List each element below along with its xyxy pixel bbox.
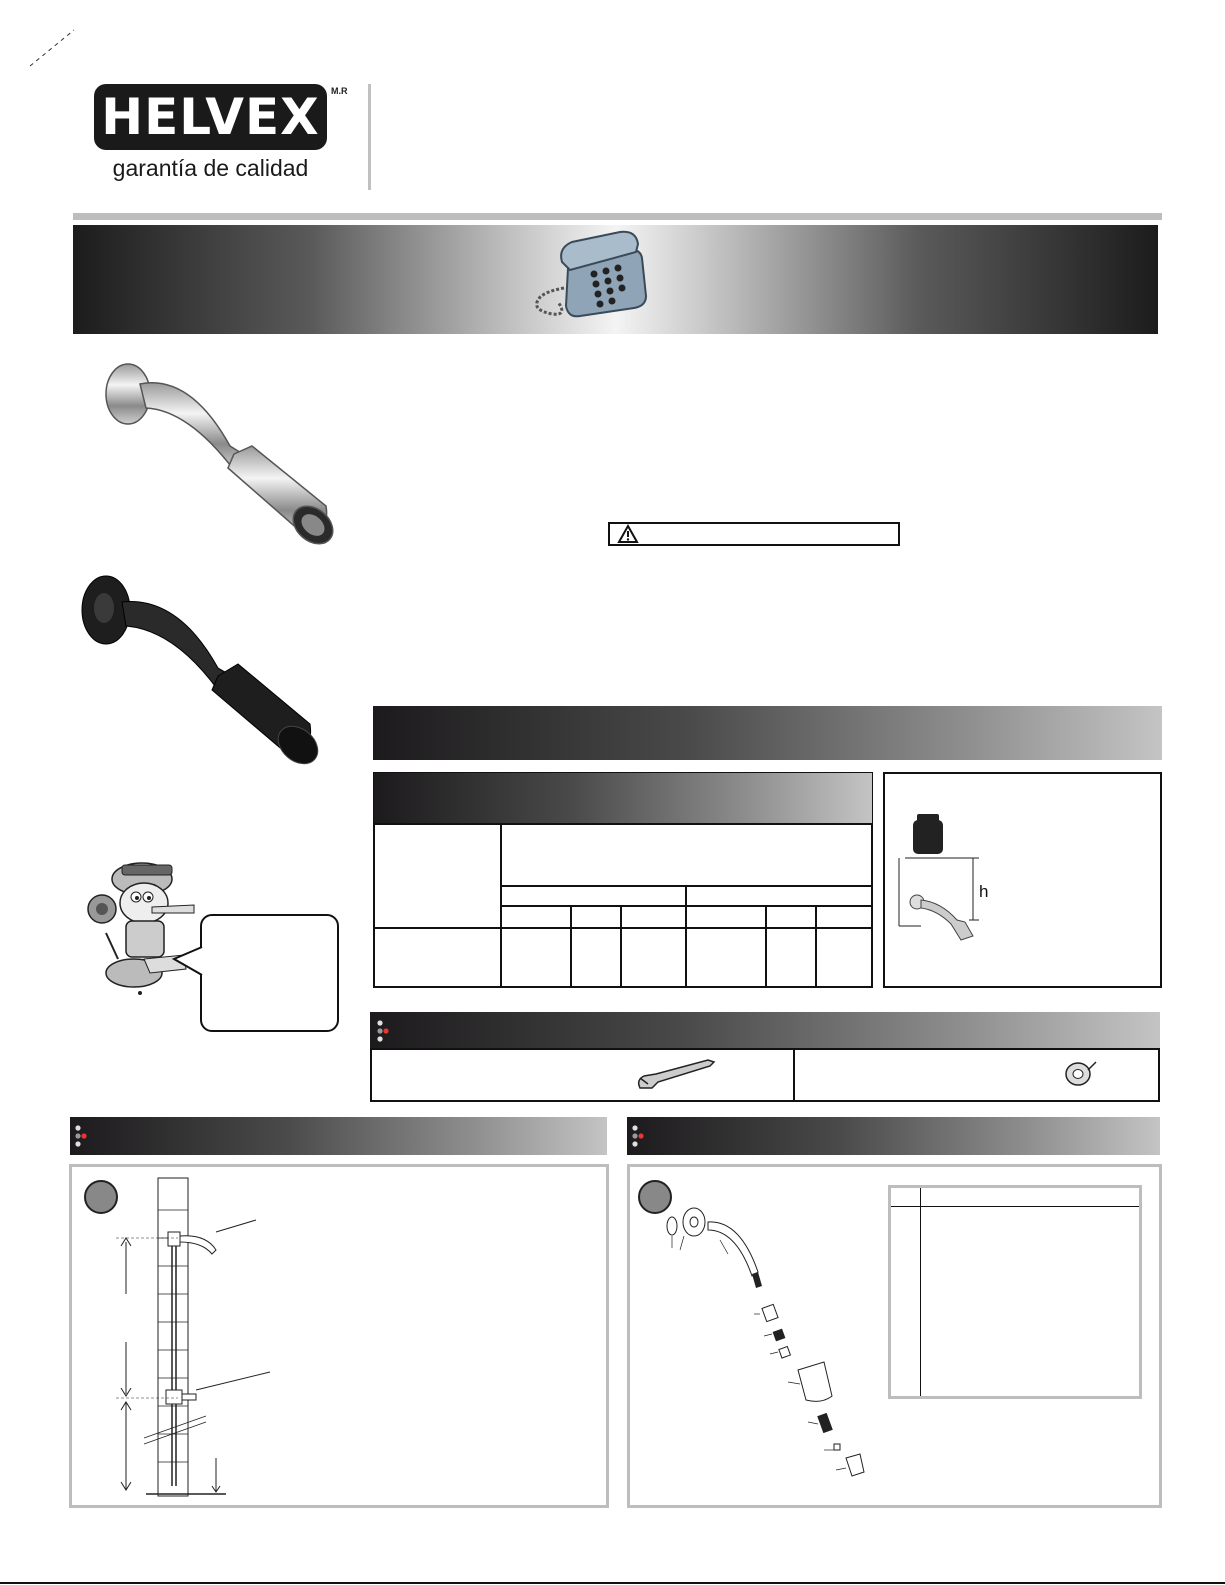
- table-rule: [570, 906, 572, 987]
- warning-box: [608, 522, 900, 546]
- table-rule: [620, 906, 622, 987]
- tools-divider: [793, 1049, 795, 1101]
- table-rule: [374, 823, 872, 825]
- table-rule: [891, 1206, 1139, 1207]
- tools-box: [370, 1048, 1160, 1102]
- brand-tagline: garantía de calidad: [112, 155, 309, 181]
- installation-diagram: [116, 1176, 286, 1502]
- step-badge: [84, 1180, 118, 1214]
- table-rule: [374, 927, 872, 929]
- table-rule: [685, 886, 687, 987]
- crop-mark: [28, 28, 76, 68]
- chrome-shower-head: [100, 360, 340, 560]
- telephone-icon: [528, 228, 658, 324]
- exploded-parts-diagram: [660, 1196, 890, 1496]
- black-shower-head: [78, 572, 328, 772]
- section-dots-icon: [376, 1019, 396, 1043]
- section-dots-icon: [74, 1124, 94, 1148]
- table-rule: [765, 906, 767, 987]
- speech-bubble-tail: [172, 945, 204, 985]
- table-rule: [815, 906, 817, 987]
- height-diagram: [895, 812, 1015, 952]
- speech-bubble: [200, 914, 339, 1032]
- header-rule: [73, 213, 1162, 220]
- brand-name: HELVEX: [101, 88, 320, 146]
- adjustable-wrench-icon: [634, 1058, 718, 1096]
- section-dots-icon: [631, 1124, 651, 1148]
- warning-icon: [618, 525, 638, 543]
- section-bar-tools: [370, 1012, 1160, 1049]
- table-rule: [920, 1188, 921, 1396]
- tape-roll-icon: [1064, 1058, 1098, 1088]
- height-label: h: [979, 882, 989, 901]
- registered-mark: M.R: [331, 86, 348, 96]
- section-bar-install: [70, 1117, 607, 1155]
- section-bar-specs: [373, 706, 1162, 760]
- section-bar-parts: [627, 1117, 1160, 1155]
- header-divider: [368, 84, 371, 190]
- parts-table: [888, 1185, 1142, 1399]
- footer-rule: [0, 1582, 1225, 1584]
- specs-table-header: [374, 773, 872, 823]
